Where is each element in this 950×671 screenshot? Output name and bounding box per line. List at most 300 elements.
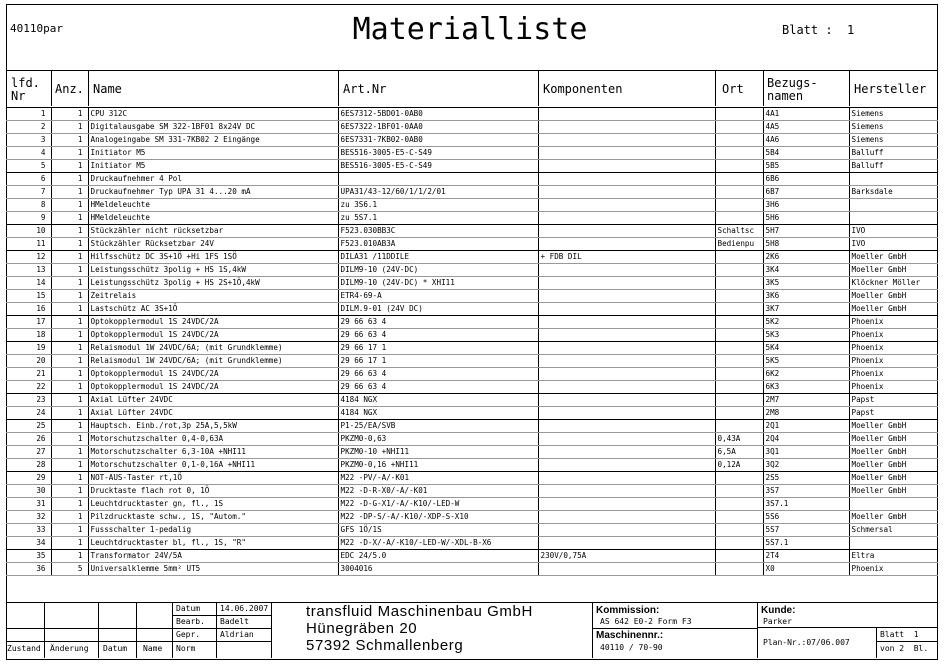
row-quantity: 1 bbox=[51, 420, 88, 433]
row-number: 1 bbox=[6, 108, 51, 121]
row-quantity: 1 bbox=[51, 394, 88, 407]
row-manufacturer: Schmersal bbox=[849, 524, 938, 537]
footer-gepr-value: Aldrian bbox=[220, 630, 254, 639]
row-number: 15 bbox=[6, 290, 51, 303]
row-quantity: 1 bbox=[51, 316, 88, 329]
table-row bbox=[6, 381, 938, 394]
row-article-number: 3004016 bbox=[338, 563, 538, 576]
row-number: 35 bbox=[6, 550, 51, 563]
row-components bbox=[538, 511, 715, 524]
row-name: NOT-AUS-Taster rt,1Ö bbox=[88, 472, 338, 485]
row-components: 230V/0,75A bbox=[538, 550, 715, 563]
row-number: 32 bbox=[6, 511, 51, 524]
row-components bbox=[538, 160, 715, 173]
row-reference: 4A1 bbox=[763, 108, 849, 121]
row-reference: 4A6 bbox=[763, 134, 849, 147]
row-reference: X0 bbox=[763, 563, 849, 576]
footer-row-line bbox=[6, 641, 271, 642]
row-location bbox=[715, 420, 763, 433]
row-quantity: 1 bbox=[51, 433, 88, 446]
row-article-number: M22 -D-G-X1/-A/-K10/-LED-W bbox=[338, 498, 538, 511]
row-quantity: 1 bbox=[51, 199, 88, 212]
row-name: CPU 312C bbox=[88, 108, 338, 121]
row-number: 28 bbox=[6, 459, 51, 472]
company-city: 57392 Schmallenberg bbox=[306, 637, 464, 654]
row-reference: 3K5 bbox=[763, 277, 849, 290]
row-quantity: 1 bbox=[51, 342, 88, 355]
row-article-number: zu 3S6.1 bbox=[338, 199, 538, 212]
row-components bbox=[538, 563, 715, 576]
footer-row-line bbox=[876, 641, 938, 642]
row-reference: 6K2 bbox=[763, 368, 849, 381]
material-table bbox=[6, 108, 938, 576]
row-quantity: 1 bbox=[51, 212, 88, 225]
row-location bbox=[715, 147, 763, 160]
table-row bbox=[6, 238, 938, 251]
row-quantity: 1 bbox=[51, 537, 88, 550]
row-manufacturer: Barksdale bbox=[849, 186, 938, 199]
row-name: HMeldeleuchte bbox=[88, 199, 338, 212]
row-number: 12 bbox=[6, 251, 51, 264]
row-number: 24 bbox=[6, 407, 51, 420]
row-manufacturer: Klöckner Möller bbox=[849, 277, 938, 290]
footer-divider bbox=[44, 602, 45, 658]
row-reference: 2K6 bbox=[763, 251, 849, 264]
row-name: Fussschalter 1-pedalig bbox=[88, 524, 338, 537]
table-row bbox=[6, 472, 938, 485]
row-number: 33 bbox=[6, 524, 51, 537]
row-quantity: 1 bbox=[51, 550, 88, 563]
footer-row-line bbox=[757, 627, 938, 628]
row-location bbox=[715, 498, 763, 511]
table-row bbox=[6, 303, 938, 316]
row-name: Initiator M5 bbox=[88, 147, 338, 160]
row-name: Lastschütz AC 3S+1Ö bbox=[88, 303, 338, 316]
row-article-number: PKZM0-0,63 bbox=[338, 433, 538, 446]
row-components bbox=[538, 459, 715, 472]
row-components bbox=[538, 290, 715, 303]
row-number: 14 bbox=[6, 277, 51, 290]
row-manufacturer: Moeller GmbH bbox=[849, 303, 938, 316]
row-number: 22 bbox=[6, 381, 51, 394]
row-components bbox=[538, 264, 715, 277]
col-ort-label: Ort bbox=[722, 82, 744, 96]
table-row bbox=[6, 108, 938, 121]
row-number: 36 bbox=[6, 563, 51, 576]
row-quantity: 1 bbox=[51, 251, 88, 264]
table-row bbox=[6, 329, 938, 342]
footer-divider bbox=[98, 602, 99, 658]
row-manufacturer: Moeller GmbH bbox=[849, 485, 938, 498]
row-name: Transformator 24V/5A bbox=[88, 550, 338, 563]
row-manufacturer: Moeller GmbH bbox=[849, 446, 938, 459]
table-row bbox=[6, 433, 938, 446]
table-row bbox=[6, 446, 938, 459]
row-location bbox=[715, 524, 763, 537]
col-nr-label: Nr bbox=[11, 89, 26, 103]
table-row bbox=[6, 511, 938, 524]
row-reference: 2M7 bbox=[763, 394, 849, 407]
row-article-number: DILM.9-01 (24V DC) bbox=[338, 303, 538, 316]
row-name: Hauptsch. Einb./rot,3p 25A,5,5kW bbox=[88, 420, 338, 433]
row-article-number: 6ES7322-1BF01-0AA0 bbox=[338, 121, 538, 134]
row-quantity: 1 bbox=[51, 368, 88, 381]
row-quantity: 1 bbox=[51, 121, 88, 134]
row-quantity: 1 bbox=[51, 134, 88, 147]
row-number: 9 bbox=[6, 212, 51, 225]
row-components bbox=[538, 186, 715, 199]
row-location: Bedienpu bbox=[715, 238, 763, 251]
row-manufacturer bbox=[849, 173, 938, 186]
row-components bbox=[538, 173, 715, 186]
maschinen-label: Maschinennr.: bbox=[596, 630, 664, 641]
row-location bbox=[715, 173, 763, 186]
row-article-number bbox=[338, 173, 538, 186]
row-reference: 2S5 bbox=[763, 472, 849, 485]
table-row bbox=[6, 537, 938, 550]
row-manufacturer: Moeller GmbH bbox=[849, 459, 938, 472]
row-manufacturer: Phoenix bbox=[849, 316, 938, 329]
row-location: Schaltsc bbox=[715, 225, 763, 238]
row-reference: 5S7 bbox=[763, 524, 849, 537]
row-manufacturer: Phoenix bbox=[849, 329, 938, 342]
row-components bbox=[538, 485, 715, 498]
row-quantity: 1 bbox=[51, 446, 88, 459]
row-reference: 3K7 bbox=[763, 303, 849, 316]
row-article-number: P1-25/EA/SVB bbox=[338, 420, 538, 433]
row-article-number: 4184 NGX bbox=[338, 407, 538, 420]
row-location bbox=[715, 563, 763, 576]
row-quantity: 1 bbox=[51, 225, 88, 238]
row-location: 0,12A bbox=[715, 459, 763, 472]
row-name: Leistungsschütz 3polig + HS 2S+1Ö,4kW bbox=[88, 277, 338, 290]
row-manufacturer: Balluff bbox=[849, 160, 938, 173]
row-quantity: 1 bbox=[51, 329, 88, 342]
row-components bbox=[538, 134, 715, 147]
row-components bbox=[538, 212, 715, 225]
table-row bbox=[6, 121, 938, 134]
table-row bbox=[6, 264, 938, 277]
row-location bbox=[715, 329, 763, 342]
table-row bbox=[6, 251, 938, 264]
row-article-number: F523.030BB3C bbox=[338, 225, 538, 238]
footer-row-line bbox=[6, 628, 271, 629]
table-row bbox=[6, 485, 938, 498]
row-manufacturer: Phoenix bbox=[849, 355, 938, 368]
row-name: Leuchtdrucktaster bl, fl., 1S, "R" bbox=[88, 537, 338, 550]
row-components bbox=[538, 238, 715, 251]
row-article-number: M22 -DP-S/-A/-K10/-XDP-S-X10 bbox=[338, 511, 538, 524]
row-quantity: 1 bbox=[51, 303, 88, 316]
row-quantity: 1 bbox=[51, 459, 88, 472]
row-reference: 6B6 bbox=[763, 173, 849, 186]
row-location bbox=[715, 355, 763, 368]
footer-name: Name bbox=[143, 644, 163, 653]
row-quantity: 5 bbox=[51, 563, 88, 576]
row-article-number: 29 66 17 1 bbox=[338, 355, 538, 368]
row-manufacturer: Moeller GmbH bbox=[849, 420, 938, 433]
row-article-number: BES516-3005-E5-C-S49 bbox=[338, 160, 538, 173]
footer-row-line bbox=[172, 615, 271, 616]
row-name: Motorschutzschalter 0,4-0,63A bbox=[88, 433, 338, 446]
footer-zustand: Zustand bbox=[7, 644, 41, 653]
row-reference: 4A5 bbox=[763, 121, 849, 134]
row-location bbox=[715, 160, 763, 173]
row-components bbox=[538, 381, 715, 394]
footer-divider bbox=[136, 602, 137, 658]
row-reference: 3K4 bbox=[763, 264, 849, 277]
row-reference: 3S7.1 bbox=[763, 498, 849, 511]
row-manufacturer: Moeller GmbH bbox=[849, 511, 938, 524]
row-location: 0,43A bbox=[715, 433, 763, 446]
row-number: 27 bbox=[6, 446, 51, 459]
row-reference: 2M8 bbox=[763, 407, 849, 420]
row-name: Analogeingabe SM 331-7KB02 2 Eingänge bbox=[88, 134, 338, 147]
row-reference: 5S6 bbox=[763, 511, 849, 524]
row-location bbox=[715, 472, 763, 485]
row-name: Motorschutzschalter 6,3-10A +NHI11 bbox=[88, 446, 338, 459]
plan-number: Plan-Nr.:07/06.007 bbox=[763, 638, 850, 647]
row-quantity: 1 bbox=[51, 472, 88, 485]
table-row bbox=[6, 459, 938, 472]
row-manufacturer bbox=[849, 212, 938, 225]
table-row bbox=[6, 407, 938, 420]
row-location bbox=[715, 290, 763, 303]
row-manufacturer: Phoenix bbox=[849, 368, 938, 381]
row-manufacturer: Moeller GmbH bbox=[849, 290, 938, 303]
col-artnr bbox=[338, 71, 538, 106]
row-components bbox=[538, 303, 715, 316]
row-components bbox=[538, 147, 715, 160]
row-reference: 2Q1 bbox=[763, 420, 849, 433]
row-number: 23 bbox=[6, 394, 51, 407]
row-components bbox=[538, 446, 715, 459]
row-name: Druckaufnehmer 4 Pol bbox=[88, 173, 338, 186]
row-name: Axial Lüfter 24VDC bbox=[88, 394, 338, 407]
table-row bbox=[6, 342, 938, 355]
row-components: + FDB DIL bbox=[538, 251, 715, 264]
row-article-number: 29 66 63 4 bbox=[338, 381, 538, 394]
row-quantity: 1 bbox=[51, 355, 88, 368]
sheet-number: Blatt : 1 bbox=[782, 23, 855, 37]
table-row bbox=[6, 550, 938, 563]
row-components bbox=[538, 537, 715, 550]
maschinen-value: 40110 / 70-90 bbox=[600, 643, 663, 652]
row-location bbox=[715, 537, 763, 550]
row-number: 5 bbox=[6, 160, 51, 173]
row-reference: 5K2 bbox=[763, 316, 849, 329]
row-name: Leistungsschütz 3polig + HS 1S,4kW bbox=[88, 264, 338, 277]
row-reference: 6K3 bbox=[763, 381, 849, 394]
row-quantity: 1 bbox=[51, 511, 88, 524]
row-reference: 5H7 bbox=[763, 225, 849, 238]
col-hersteller bbox=[849, 71, 938, 106]
row-manufacturer: Siemens bbox=[849, 134, 938, 147]
row-name: Leuchtdrucktaster gn, fl., 1S bbox=[88, 498, 338, 511]
row-manufacturer: Moeller GmbH bbox=[849, 264, 938, 277]
row-name: Stückzähler nicht rücksetzbar bbox=[88, 225, 338, 238]
row-quantity: 1 bbox=[51, 186, 88, 199]
row-article-number: F523.010AB3A bbox=[338, 238, 538, 251]
row-quantity: 1 bbox=[51, 147, 88, 160]
row-components bbox=[538, 420, 715, 433]
row-location bbox=[715, 368, 763, 381]
row-number: 26 bbox=[6, 433, 51, 446]
row-number: 8 bbox=[6, 199, 51, 212]
table-row bbox=[6, 498, 938, 511]
row-number: 10 bbox=[6, 225, 51, 238]
row-reference: 5K3 bbox=[763, 329, 849, 342]
row-manufacturer bbox=[849, 498, 938, 511]
footer-divider bbox=[216, 602, 217, 658]
col-name bbox=[88, 71, 338, 106]
table-header bbox=[6, 70, 938, 108]
row-location bbox=[715, 342, 763, 355]
row-manufacturer: Moeller GmbH bbox=[849, 251, 938, 264]
row-name: Hilfsschütz DC 3S+1Ö +Hi 1FS 1SÖ bbox=[88, 251, 338, 264]
footer-bearb-value: Badelt bbox=[220, 617, 249, 626]
row-number: 16 bbox=[6, 303, 51, 316]
row-location bbox=[715, 251, 763, 264]
row-location bbox=[715, 303, 763, 316]
row-article-number: EDC 24/5.0 bbox=[338, 550, 538, 563]
row-article-number: ETR4-69-A bbox=[338, 290, 538, 303]
row-location bbox=[715, 108, 763, 121]
row-article-number: 4184 NGX bbox=[338, 394, 538, 407]
row-number: 29 bbox=[6, 472, 51, 485]
row-quantity: 1 bbox=[51, 160, 88, 173]
row-number: 17 bbox=[6, 316, 51, 329]
col-bezugsnamen bbox=[763, 71, 849, 106]
row-reference: 3S7 bbox=[763, 485, 849, 498]
row-components bbox=[538, 277, 715, 290]
row-number: 31 bbox=[6, 498, 51, 511]
row-components bbox=[538, 368, 715, 381]
row-manufacturer: Phoenix bbox=[849, 563, 938, 576]
table-row bbox=[6, 186, 938, 199]
row-number: 3 bbox=[6, 134, 51, 147]
row-location bbox=[715, 550, 763, 563]
row-article-number: 29 66 17 1 bbox=[338, 342, 538, 355]
col-name-label: Name bbox=[93, 82, 122, 96]
footer-datum-label: Datum bbox=[176, 604, 201, 613]
row-components bbox=[538, 355, 715, 368]
row-manufacturer: Papst bbox=[849, 394, 938, 407]
row-name: Optokopplermodul 1S 24VDC/2A bbox=[88, 368, 338, 381]
row-article-number: PKZM0-0,16 +NHI11 bbox=[338, 459, 538, 472]
row-article-number: M22 -D-R-X0/-A/-K01 bbox=[338, 485, 538, 498]
row-reference: 5B4 bbox=[763, 147, 849, 160]
row-article-number: zu 5S7.1 bbox=[338, 212, 538, 225]
row-reference: 5S7.1 bbox=[763, 537, 849, 550]
col-hersteller-label: Hersteller bbox=[854, 82, 927, 96]
row-name: Drucktaste flach rot 0, 1Ö bbox=[88, 485, 338, 498]
row-reference: 3Q2 bbox=[763, 459, 849, 472]
row-name: Axial Lüfter 24VDC bbox=[88, 407, 338, 420]
row-name: Universalklemme 5mm² UT5 bbox=[88, 563, 338, 576]
row-name: Druckaufnehmer Typ UPA 31 4...20 mA bbox=[88, 186, 338, 199]
row-components bbox=[538, 498, 715, 511]
row-article-number: DILM9-10 (24V-DC) bbox=[338, 264, 538, 277]
row-components bbox=[538, 108, 715, 121]
row-article-number: UPA31/43-12/60/1/1/2/01 bbox=[338, 186, 538, 199]
row-reference: 3Q1 bbox=[763, 446, 849, 459]
row-quantity: 1 bbox=[51, 277, 88, 290]
row-manufacturer: Siemens bbox=[849, 121, 938, 134]
page-title-text: Materialliste bbox=[352, 12, 588, 47]
row-number: 13 bbox=[6, 264, 51, 277]
row-manufacturer: Phoenix bbox=[849, 342, 938, 355]
row-reference: 2T4 bbox=[763, 550, 849, 563]
row-components bbox=[538, 407, 715, 420]
row-components bbox=[538, 472, 715, 485]
row-location bbox=[715, 511, 763, 524]
row-number: 21 bbox=[6, 368, 51, 381]
table-row bbox=[6, 277, 938, 290]
row-reference: 5K5 bbox=[763, 355, 849, 368]
table-row bbox=[6, 173, 938, 186]
row-components bbox=[538, 433, 715, 446]
row-name: Motorschutzschalter 0,1-0,16A +NHI11 bbox=[88, 459, 338, 472]
footer-aenderung: Änderung bbox=[50, 644, 89, 653]
row-reference: 6B7 bbox=[763, 186, 849, 199]
footer-norm: Norm bbox=[176, 644, 196, 653]
row-manufacturer: Siemens bbox=[849, 108, 938, 121]
footer-divider bbox=[271, 602, 272, 658]
row-manufacturer: Moeller GmbH bbox=[849, 433, 938, 446]
row-reference: 5B5 bbox=[763, 160, 849, 173]
row-manufacturer: Phoenix bbox=[849, 381, 938, 394]
row-quantity: 1 bbox=[51, 238, 88, 251]
row-quantity: 1 bbox=[51, 108, 88, 121]
col-artnr-label: Art.Nr bbox=[343, 82, 387, 96]
row-number: 6 bbox=[6, 173, 51, 186]
row-manufacturer bbox=[849, 537, 938, 550]
row-manufacturer bbox=[849, 199, 938, 212]
row-number: 20 bbox=[6, 355, 51, 368]
row-name: Zeitrelais bbox=[88, 290, 338, 303]
row-quantity: 1 bbox=[51, 290, 88, 303]
row-reference: 5H6 bbox=[763, 212, 849, 225]
col-lfd-nr bbox=[6, 71, 51, 106]
row-manufacturer: IVO bbox=[849, 225, 938, 238]
table-row bbox=[6, 420, 938, 433]
row-location bbox=[715, 264, 763, 277]
row-number: 30 bbox=[6, 485, 51, 498]
footer-divider bbox=[757, 602, 758, 658]
row-quantity: 1 bbox=[51, 524, 88, 537]
kommission-value: AS 642 E0-2 Form F3 bbox=[600, 617, 692, 626]
row-name: Stückzähler Rücksetzbar 24V bbox=[88, 238, 338, 251]
row-reference: 3K6 bbox=[763, 290, 849, 303]
row-article-number: 6ES7331-7KB02-0AB0 bbox=[338, 134, 538, 147]
row-reference: 5K4 bbox=[763, 342, 849, 355]
row-location bbox=[715, 381, 763, 394]
row-name: Optokopplermodul 1S 24VDC/2A bbox=[88, 381, 338, 394]
table-row bbox=[6, 134, 938, 147]
row-number: 18 bbox=[6, 329, 51, 342]
row-quantity: 1 bbox=[51, 264, 88, 277]
row-name: HMeldeleuchte bbox=[88, 212, 338, 225]
row-article-number: BES516-3005-E5-C-S49 bbox=[338, 147, 538, 160]
row-name: Pilzdrucktaste schw., 1S, "Autom." bbox=[88, 511, 338, 524]
row-components bbox=[538, 199, 715, 212]
row-article-number: PKZM0-10 +NHI11 bbox=[338, 446, 538, 459]
row-location bbox=[715, 394, 763, 407]
row-location bbox=[715, 277, 763, 290]
table-row bbox=[6, 199, 938, 212]
footer-datum2: Datum bbox=[103, 644, 128, 653]
